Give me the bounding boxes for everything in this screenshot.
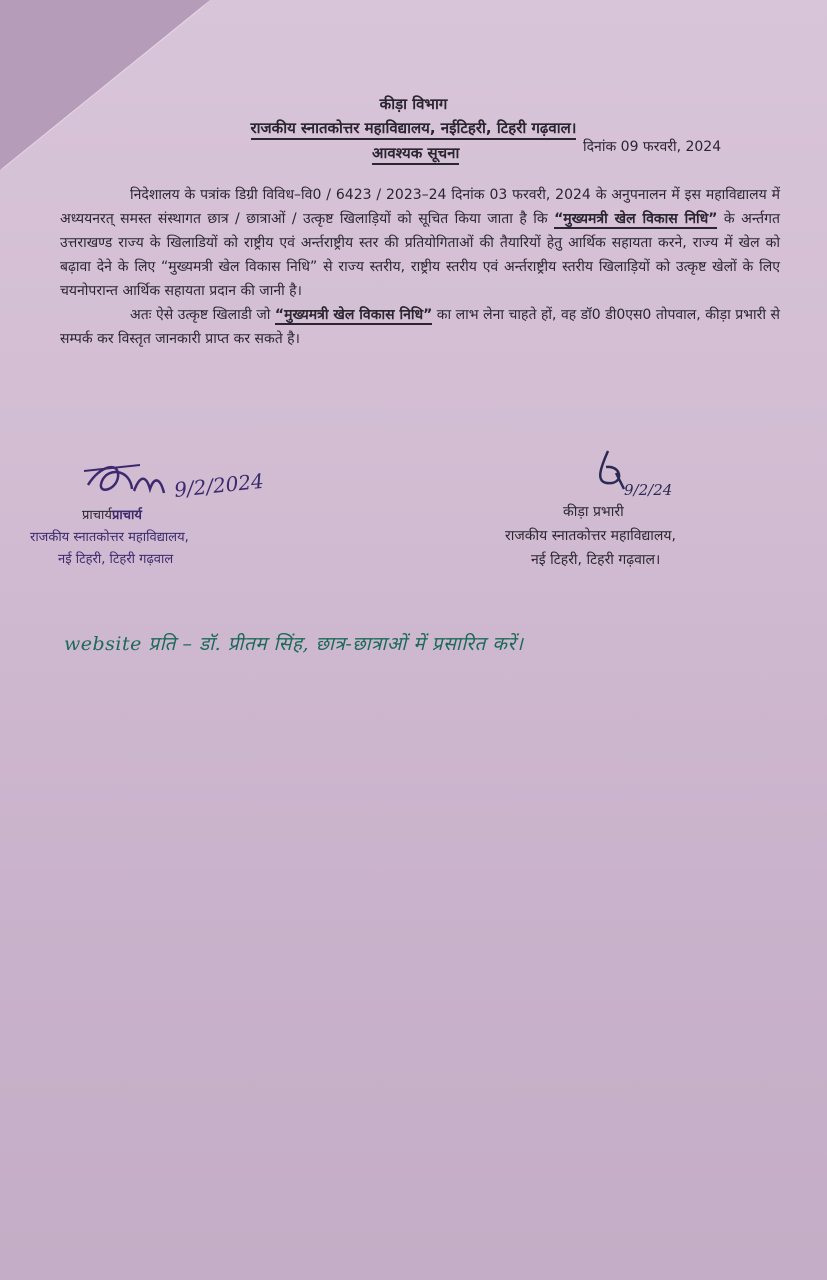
paragraph-2 — [60, 303, 780, 351]
notice-body — [60, 183, 780, 351]
principal-signature-date: 9/2/2024 — [173, 468, 265, 502]
sports-incharge-location: नई टिहरी, टिहरी गढ़वाल। — [531, 552, 661, 568]
principal-title-stamp: प्राचार्य — [111, 508, 142, 523]
paragraph-2-text-b: का लाभ लेना चाहते हों, वह डॉ0 डी0एस0 तोपवाल, कीड़ा प्रभारी से सम्पर्क कर विस्तृत जानकारी प्राप्त कर सकते है। — [60, 307, 780, 347]
principal-title-row — [30, 505, 300, 527]
sports-incharge-block — [505, 500, 805, 572]
college-name: राजकीय स्नातकोत्तर महाविद्यालय, नईटिहरी, टिहरी गढ़वाल। — [251, 119, 577, 140]
principal-title-typed: प्राचार्य — [82, 508, 112, 523]
sports-incharge-signature-date: 9/2/24 — [624, 481, 673, 499]
sports-incharge-title: कीड़ा प्रभारी — [563, 504, 624, 520]
sports-incharge-college: राजकीय स्नातकोत्तर महाविद्यालय, — [505, 528, 676, 544]
handwritten-note: website प्रति – डॉ. प्रीतम सिंह, छात्र-छात्राओं में प्रसारित करें। — [64, 633, 524, 655]
principal-college: राजकीय स्नातकोत्तर महाविद्यालय, — [30, 530, 189, 545]
paragraph-2-text-a: अतः ऐसे उत्कृष्ट खिलाडी जो — [130, 307, 275, 323]
fund-name-highlight: “मुख्यमत्री खेल विकास निधि” — [554, 211, 718, 227]
college-heading — [0, 118, 827, 138]
principal-block — [30, 505, 300, 571]
paragraph-1-text-a: निदेशालय के पत्रांक डिग्री विविध–वि0 / 6423 / 2023–24 दिनांक 03 फरवरी, 2024 के अनुपनालन में इस महाविद्यालय में अध्ययनरत् समस्त संस्थागत छात्र / छात्राओं / उत्कृष्ट खिलाड़ियों को सूचित किया जाता है कि — [60, 187, 780, 227]
principal-location: नई टिहरी, टिहरी गढ़वाल — [58, 552, 174, 567]
notice-date: दिनांक 09 फरवरी, 2024 — [583, 139, 722, 155]
paragraph-1-text-b: के अर्न्तगत उत्तराखण्ड राज्य के खिलाडियों को राष्ट्रीय एवं अर्न्तराष्ट्रीय स्तर की प्रतियोगिताओं की तैयारियों हेतु आर्थिक सहायता करने, राज्य में खेल को बढ़ावा देने के लिए “मुख्यमत्री खेल विकास निधि” से राज्य स्तरीय, राष्ट्रीय स्तरीय एवं अर्न्तराष्ट्रीय स्तरीय खिलाड़ियों को उत्कृष्ट खेलों के लिए चयनोपरान्त आर्थिक सहायता प्रदान की जानी है। — [60, 211, 780, 299]
paragraph-1 — [60, 183, 780, 303]
sports-incharge-signature — [590, 445, 710, 505]
fund-name-highlight-2: “मुख्यमत्री खेल विकास निधि” — [274, 307, 433, 323]
department-heading: कीड़ा विभाग — [379, 95, 448, 113]
notice-title: आवश्यक सूचना — [372, 143, 459, 165]
